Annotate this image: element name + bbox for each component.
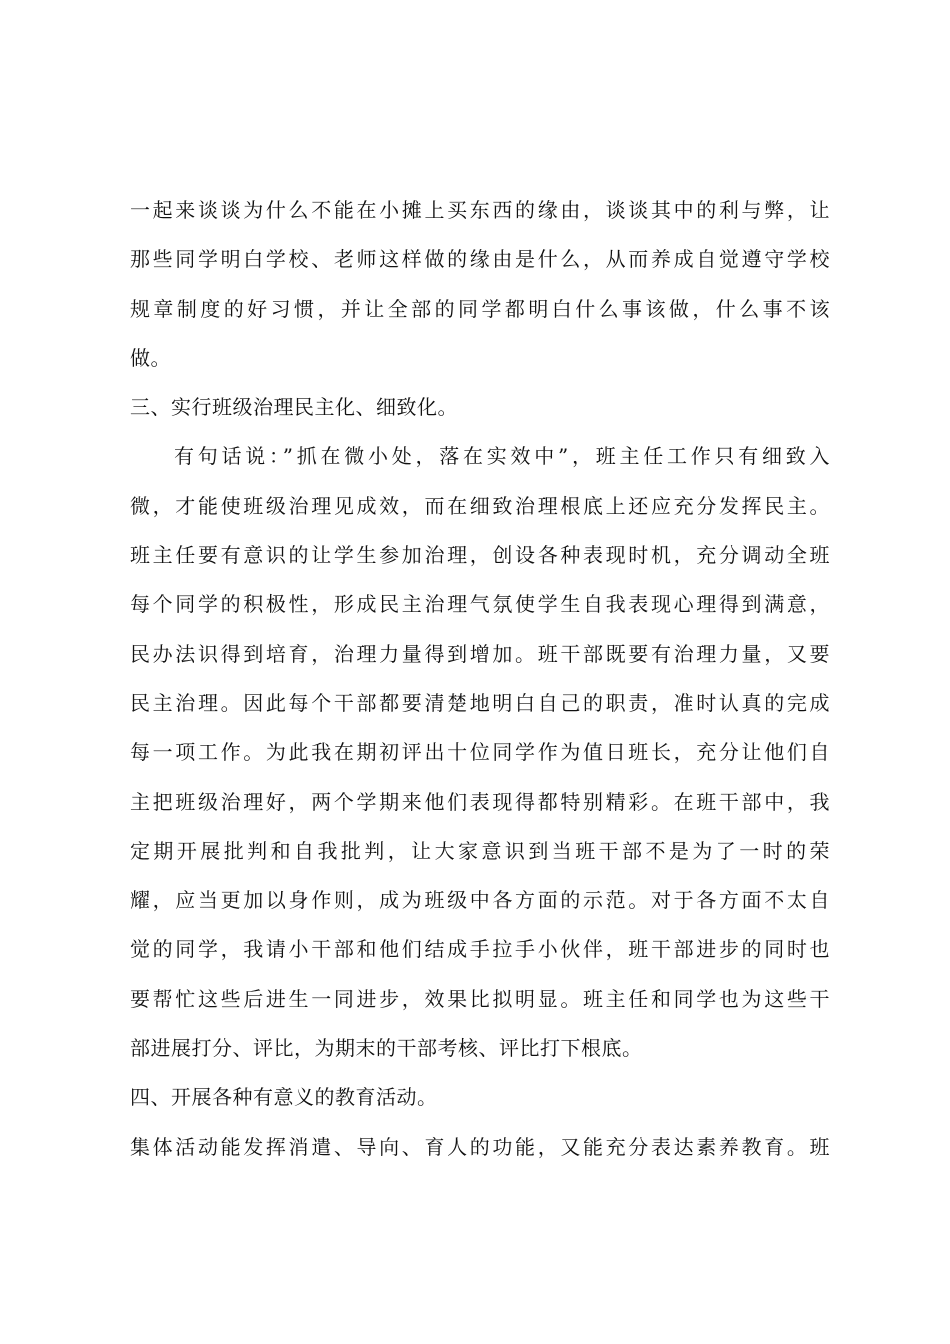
text-line: 每个同学的积极性，形成民主治理气氛使学生自我表现心理得到满意， [130,592,830,617]
text-line: 定期开展批判和自我批判，让大家意识到当班干部不是为了一时的荣 [130,838,830,863]
text-line: 做。 [130,345,171,370]
text-line: 部进展打分、评比，为期末的干部考核、评比打下根底。 [130,1036,643,1061]
text-line: 一起来谈谈为什么不能在小摊上买东西的缘由，谈谈其中的利与弊，让 [130,198,830,222]
text-line: 要帮忙这些后进生一同进步，效果比拟明显。班主任和同学也为这些干 [130,986,830,1011]
body-text [130,186,830,1172]
text-line: 觉的同学，我请小干部和他们结成手拉手小伙伴，班干部进步的同时也 [130,937,830,962]
text-line: 那些同学明白学校、老师这样做的缘由是什么，从而养成自觉遵守学校 [130,247,830,272]
text-line: 有句话说：”抓在微小处，落在实效中”，班主任工作只有细致入 [174,444,830,469]
text-line: 主把班级治理好，两个学期来他们表现得都特别精彩。在班干部中，我 [130,789,830,814]
text-line: 微，才能使班级治理见成效，而在细致治理根底上还应充分发挥民主。 [130,493,830,518]
text-line: 集体活动能发挥消遣、导向、育人的功能，又能充分表达素养教育。班 [130,1134,830,1159]
text-line: 民主治理。因此每个干部都要清楚地明白自己的职责，准时认真的完成 [130,690,830,715]
text-line: 每一项工作。为此我在期初评出十位同学作为值日班长，充分让他们自 [130,740,830,765]
text-line: 三、实行班级治理民主化、细致化。 [130,395,458,420]
text-line: 班主任要有意识的让学生参加治理，创设各种表现时机，充分调动全班 [130,543,830,568]
text-line: 规章制度的好习惯，并让全部的同学都明白什么事该做，什么事不该 [130,296,830,321]
text-line: 四、开展各种有意义的教育活动。 [130,1085,438,1110]
text-line: 耀，应当更加以身作则，成为班级中各方面的示范。对于各方面不太自 [130,888,830,913]
text-line: 民办法识得到培育，治理力量得到增加。班干部既要有治理力量，又要 [130,641,830,666]
